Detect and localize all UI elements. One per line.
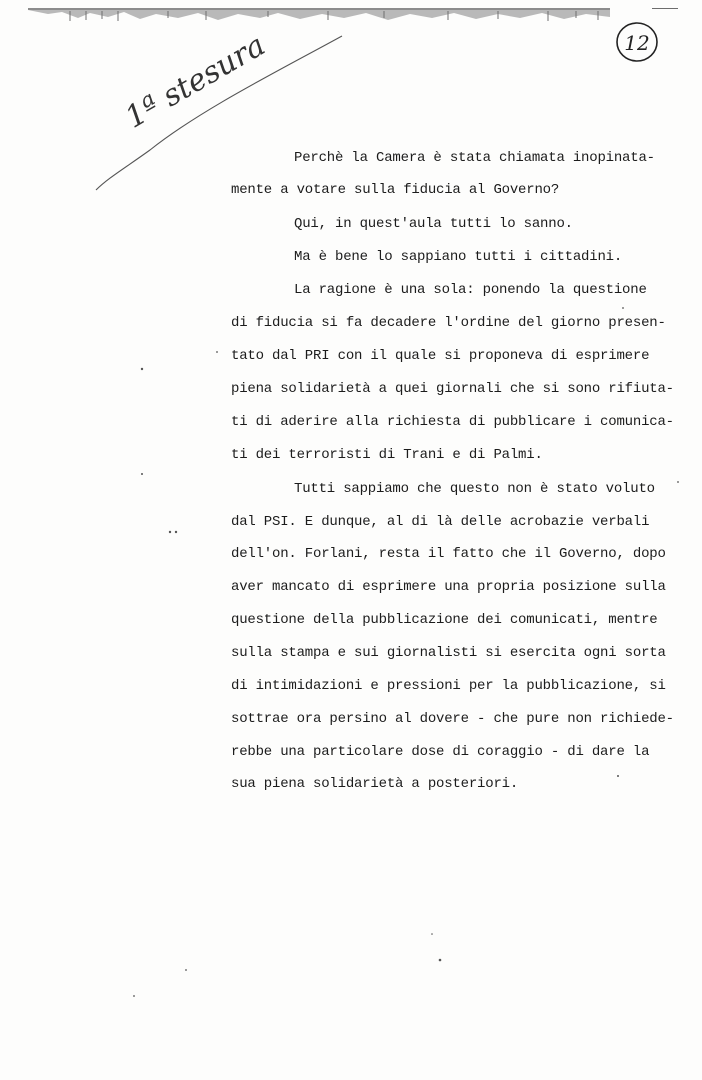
text-line: sua piena solidarietà a posteriori.	[231, 776, 519, 792]
text-line: sulla stampa e sui giornalisti si esercita ogni sorta	[231, 645, 666, 661]
text-line: mente a votare sulla fiducia al Governo?	[231, 182, 560, 198]
text-line: ti dei terroristi di Trani e di Palmi.	[231, 447, 543, 463]
text-line: di fiducia si fa decadere l'ordine del giorno presen-	[231, 315, 666, 331]
text-line: di intimidazioni e pressioni per la pubblicazione, si	[231, 678, 666, 694]
text-line: aver mancato di esprimere una propria posizione sulla	[231, 579, 666, 595]
text-line: tato dal PRI con il quale si proponeva di esprimere	[231, 348, 650, 364]
text-line: ti di aderire alla richiesta di pubblicare i comunica-	[231, 414, 674, 430]
text-line: sottrae ora persino al dovere - che pure non richiede-	[231, 711, 674, 727]
text-line: dal PSI. E dunque, al di là delle acrobazie verbali	[231, 514, 650, 530]
text-line: rebbe una particolare dose di coraggio - di dare la	[231, 744, 650, 760]
text-line: Ma è bene lo sappiano tutti i cittadini.	[294, 249, 623, 265]
text-line: Perchè la Camera è stata chiamata inopinata-	[294, 150, 655, 166]
text-line: Qui, in quest'aula tutti lo sanno.	[294, 216, 573, 232]
text-line: questione della pubblicazione dei comunicati, mentre	[231, 612, 658, 628]
text-line: dell'on. Forlani, resta il fatto che il Governo, dopo	[231, 546, 666, 562]
margin-note-text: 1ª stesura	[119, 27, 272, 136]
page-number: 12	[624, 31, 650, 55]
text-line: La ragione è una sola: ponendo la questione	[294, 282, 647, 298]
text-line: piena solidarietà a quei giornali che si sono rifiuta-	[231, 381, 674, 397]
text-line: Tutti sappiamo che questo non è stato voluto	[294, 481, 655, 497]
